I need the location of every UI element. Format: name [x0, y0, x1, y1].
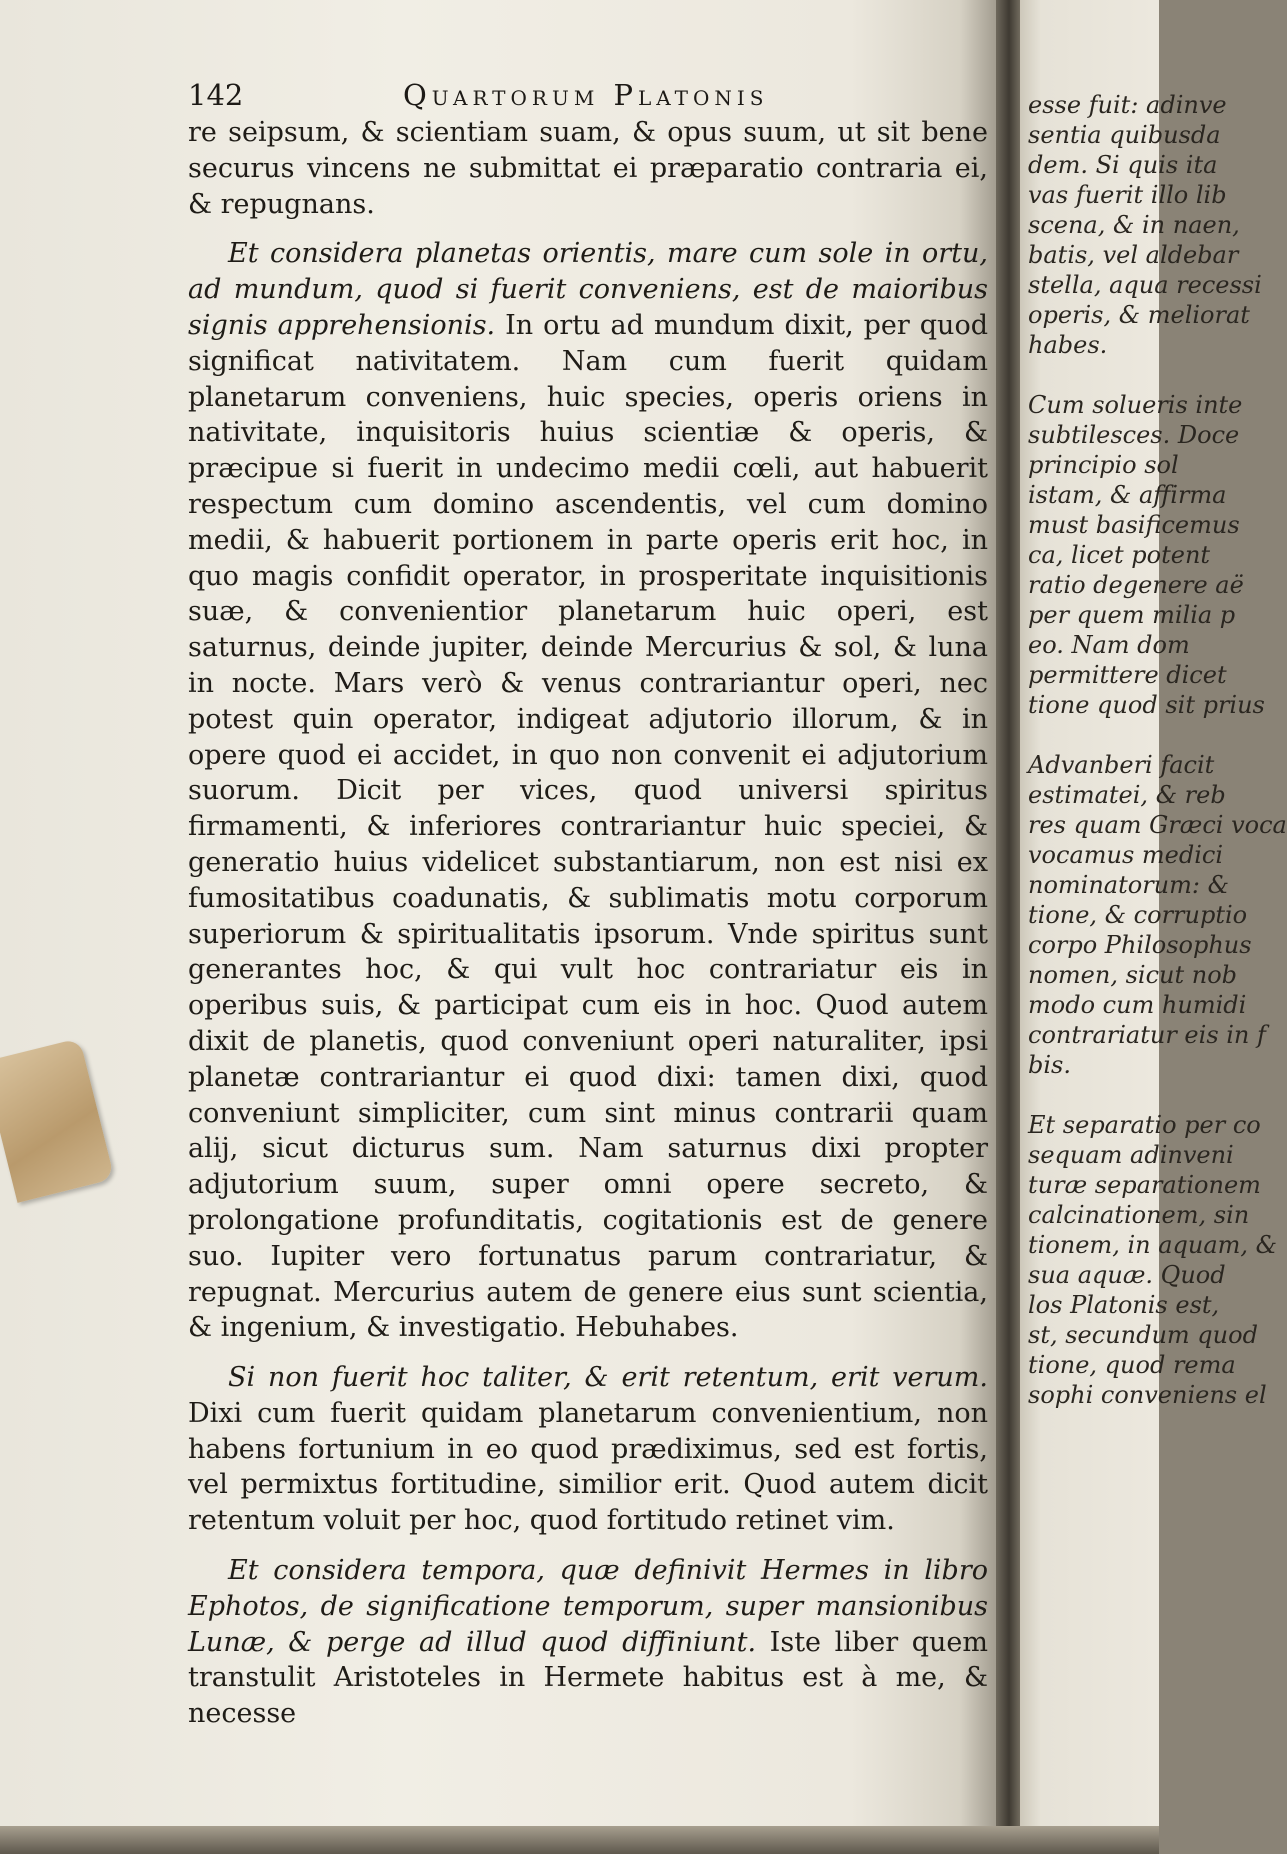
- lemma-text: Et considera planetas orientis, mare cum sole in ortu, ad mundum, quod si fuerit conveniens, est de maioribus signis apprehensionis.: [188, 238, 988, 341]
- paragraph-1: [188, 115, 988, 222]
- right-page-text: esse fuit: adinve sentia quibusda dem. Si quis ita vas fuerit illo lib scena, & in naen, batis, vel aldebar stella, aqua recessi operis, & meliorat habes. Cum solueris inte subtilesces. Doce principio sol istam, & affirma must basificemus ca, licet potent ratio degenere aë per quem milia p eo. Nam dom permittere dicet tione quod sit prius Advanberi facit estimatei, & reb res quam Græci voca vocamus medici nominatorum: & tione, & corruptio corpo Philosophus nomen, sicut nob modo cum humidi contrariatur eis in f bis. Et separatio per co sequam adinveni turæ separationem calcinationem, sin tionem, in aquam, & sua aquæ. Quod los Platonis est, st, secundum quod tione, quod rema sophi conveniens el: [1028, 91, 1287, 1409]
- paragraph-2: [188, 236, 988, 1346]
- paragraph-3: [188, 1360, 988, 1539]
- paragraph-text: re seipsum, & scientiam suam, & opus suum, ut sit bene securus vincens ne submittat ei præparatio contraria ei, & repugnans.: [188, 117, 988, 220]
- paragraph-4: [188, 1553, 988, 1732]
- page-body: [188, 115, 988, 1732]
- running-head: Quartorum Platonis: [403, 78, 769, 112]
- paragraph-text: In ortu ad mundum dixit, per quod significat nativitatem. Nam cum fuerit quidam planetarum conveniens, huic species, operis oriens in nativitate, inquisitoris huius scientiæ & operis, & præcipue si fuerit in undecimo medii cœli, aut habuerit respectum cum domino ascendentis, vel cum domino medii, & habuerit portionem in parte operis erit hoc, in quo magis confidit operator, in prosperitate inquisitionis suæ, & convenientior planetarum huic operi, est saturnus, deinde jupiter, deinde Mercurius & sol, & luna in nocte. Mars verò & venus contrariantur operi, nec potest quin operator, indigeat adjutorio illorum, & in opere quod ei accidet, in quo non convenit ei adjutorium suorum. Dicit per vices, quod universi spiritus firmamenti, & inferiores contrariantur huic speciei, & generatio huius videlicet substantiarum, non est nisi ex fumositatibus coadunatis, & sublimatis motu corporum superiorum & spiritualitatis ipsorum. Vnde spiritus sunt generantes hoc, & qui vult hoc contrariatur eis in operibus suis, & participat cum eis in hoc. Quod autem dixit de planetis, quod conveniunt operi naturaliter, ipsi planetæ contrariantur ei quod dixi: tamen dixi, quod conveniunt simpliciter, cum sint minus contrarii quam alij, sicut dicturus sum. Nam saturnus dixi propter adjutorium suum, super omni opere secreto, & prolongatione profunditatis, cogitationis est de genere suo. Iupiter vero fortunatus parum contrariatur, & repugnat. Mercurius autem de genere eius sunt scientia, & ingenium, & investigatio. Hebuhabes.: [188, 309, 988, 1344]
- paragraph-text: Dixi cum fuerit quidam planetarum convenientium, non habens fortunium in eo quod prædiximus, sed est fortis, vel permixtus fortitudine, similior erit. Quod autem dicit retentum voluit per hoc, quod fortitudo retinet vim.: [188, 1397, 988, 1537]
- lemma-text: Si non fuerit hoc taliter, & erit retentum, erit verum.: [228, 1362, 988, 1394]
- lemma-text: Et considera tempora, quæ definivit Hermes in libro Ephotos, de significatione temporum, super mansionibus Lunæ, & perge ad illud quod diffiniunt.: [188, 1555, 988, 1658]
- page-number: 142: [188, 78, 244, 112]
- page-header: [188, 78, 988, 112]
- book-gutter: [996, 0, 1022, 1854]
- book-bottom-edge: [0, 1826, 1159, 1854]
- paragraph-text: Iste liber quem transtulit Aristoteles in Hermete habitus est à me, & necesse: [188, 1626, 988, 1730]
- right-page: [1020, 0, 1287, 1854]
